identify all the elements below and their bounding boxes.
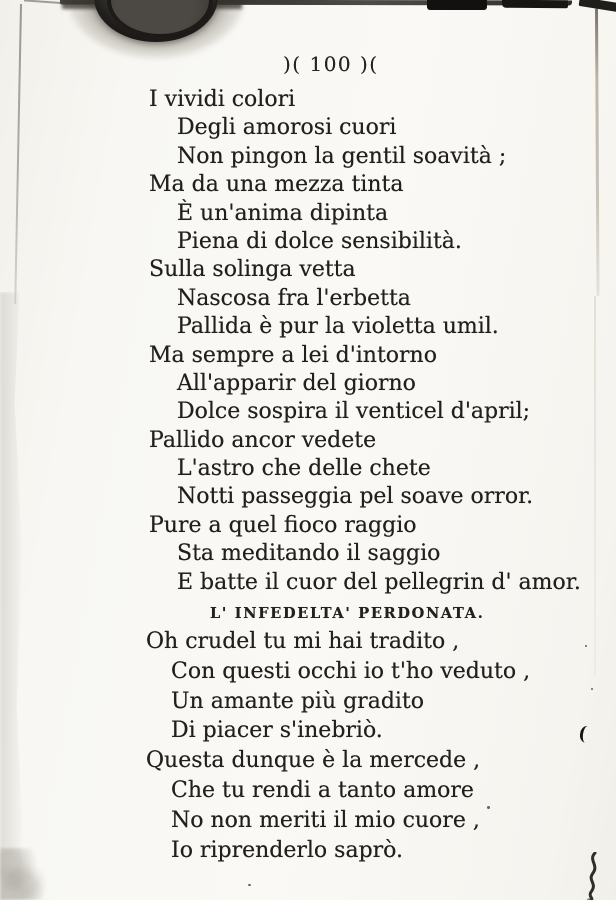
poem-line: Oh crudel tu mi hai tradito , xyxy=(146,629,460,655)
poem-line: No non meriti il mio cuore , xyxy=(171,807,480,833)
poem-line: Questa dunque è la mercede , xyxy=(146,748,481,774)
poem-section-heading: L' INFEDELTA' PERDONATA. xyxy=(210,605,485,623)
poem-line: Pure a quel fioco raggio xyxy=(149,512,417,538)
poem-line: Piena di dolce sensibilità. xyxy=(177,228,462,254)
poem-line: I vividi colori xyxy=(149,87,296,112)
poem-line: Pallido ancor vedete xyxy=(149,427,377,453)
poem-line: All'apparir del giorno xyxy=(177,370,416,396)
poem-text-block xyxy=(146,86,586,865)
poem-line: Nascosa fra l'erbetta xyxy=(177,285,411,311)
poem-line: Non pingon la gentil soavità ; xyxy=(177,143,507,169)
poem-line: Un amante più gradito xyxy=(171,688,425,714)
poem-line: Notti passeggia pel soave orror. xyxy=(177,484,534,510)
poem-line: Ma da una mezza tinta xyxy=(149,172,404,198)
poem-line: Dolce sospira il venticel d'april; xyxy=(177,399,531,425)
poem-line: Degli amorosi cuori xyxy=(177,115,397,141)
page-fold-line-left xyxy=(14,4,22,304)
ink-speck xyxy=(248,884,251,886)
poem-line: Pallida è pur la violetta umil. xyxy=(177,314,499,340)
poem-line: E batte il cuor del pellegrin d' amor. xyxy=(177,569,581,595)
poem-line: Ma sempre a lei d'intorno xyxy=(149,342,437,368)
binding-shadow-left xyxy=(0,292,28,900)
poem-line: Sta meditando il saggio xyxy=(177,541,441,567)
page-edge-line-right xyxy=(595,8,600,296)
poem-line: Di piacer s'inebriò. xyxy=(171,718,383,744)
paper-texture-corner xyxy=(0,848,46,900)
poem-line: Che tu rendi a tanto amore xyxy=(171,778,474,804)
scan-top-edge-mark xyxy=(502,0,568,8)
scan-top-edge-mark xyxy=(427,0,487,10)
poem-line: L'astro che delle chete xyxy=(177,456,431,482)
poem-line: È un'anima dipinta xyxy=(177,200,389,226)
page-edge-line-right xyxy=(594,296,596,676)
poem-line: Sulla solinga vetta xyxy=(149,257,356,283)
poem-line: Io riprenderlo saprò. xyxy=(171,837,404,863)
poem-line: Con questi occhi io t'ho veduto , xyxy=(171,658,531,684)
poem-stanza xyxy=(146,627,586,865)
ink-speck xyxy=(591,688,593,690)
page-number: )( 100 )( xyxy=(283,52,379,76)
poem-stanza xyxy=(146,86,586,597)
